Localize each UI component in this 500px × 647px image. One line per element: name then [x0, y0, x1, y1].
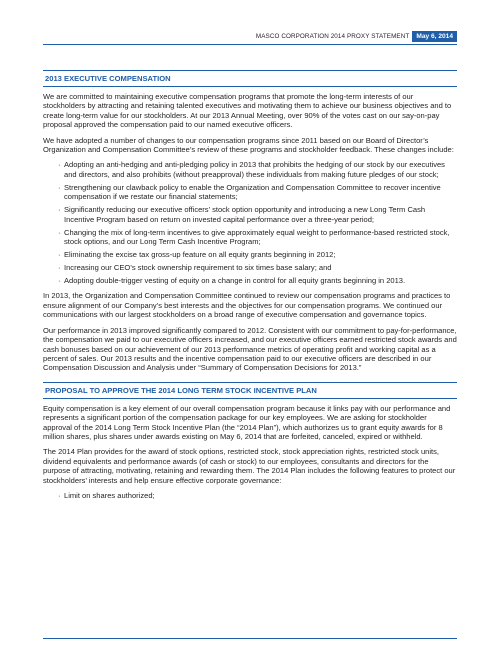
list-item [58, 160, 457, 179]
changes-list [43, 160, 457, 285]
list-item-text: Increasing our CEO’s stock ownership requirement to six times base salary; and [64, 263, 332, 273]
bullet-icon: · [58, 276, 61, 286]
paragraph: We are committed to maintaining executive compensation programs that promote the long-term interests of our stockholders by attracting and retaining talented executives and motivating them to achieve our business objectives and to create long-term value for our stockholders. At our 2013 Annual Meeting, over 90% of the votes cast on our say-on-pay proposal approved the compensation paid to our named executive officers. [43, 92, 452, 130]
section-heading-executive-compensation: 2013 EXECUTIVE COMPENSATION [43, 70, 457, 87]
list-item [58, 183, 457, 202]
bullet-icon: · [58, 205, 61, 215]
list-item [58, 205, 457, 224]
page-header [256, 31, 457, 42]
list-item [58, 250, 457, 259]
header-divider [43, 44, 457, 45]
page-content [43, 70, 457, 506]
list-item-text: Adopting an anti-hedging and anti-pledging policy in 2013 that prohibits the hedging of our stock by our executives and directors, and also prohibits (without preapproval) these individuals from making future pledges of our stock; [64, 160, 445, 179]
features-list [43, 491, 457, 500]
paragraph: Our performance in 2013 improved significantly compared to 2012. Consistent with our commitment to pay-for-performance, the compensation we paid to our executive officers increased, and our executive officers earned restricted stock awards and cash bonuses based on our achievement of our 2013 performance metrics of operating profit and working capital as a percent of sales. Our 2013 results and the incentive compensation paid to our executive officers are described in our Compensation Discussion and Analysis under “Summary of Compensation Decisions for 2013.” [43, 325, 457, 373]
section-heading-stock-incentive-plan: PROPOSAL TO APPROVE THE 2014 LONG TERM STOCK INCENTIVE PLAN [43, 382, 457, 399]
list-item-text: Eliminating the excise tax gross-up feature on all equity grants beginning in 2012; [64, 250, 336, 260]
bullet-icon: · [58, 490, 61, 500]
bullet-icon: · [58, 160, 61, 170]
bullet-icon: · [58, 263, 61, 273]
paragraph: The 2014 Plan provides for the award of stock options, restricted stock, stock appreciation rights, restricted stock units, dividend equivalents and performance awards (of cash or stock) to our employees, consultants and directors for the purpose of attracting, motivating, retaining and rewarding them. The 2014 Plan includes the following features to protect our stockholders’ interests and help ensure effective corporate governance: [43, 447, 456, 485]
bullet-icon: · [58, 227, 61, 237]
header-date-badge: May 6, 2014 [412, 31, 457, 42]
list-item-text: Strengthening our clawback policy to enable the Organization and Compensation Committee to recover incentive compensation if we restate our financial statements; [64, 182, 441, 202]
list-item [58, 228, 457, 247]
bullet-icon: · [58, 182, 61, 192]
list-item-text: Significantly reducing our executive officers’ stock option opportunity and introducing a new Long Term Cash Incentive Program based on return on invested capital performance over a three-year period; [64, 205, 426, 224]
header-title: MASCO CORPORATION 2014 PROXY STATEMENT [255, 33, 410, 40]
bullet-icon: · [58, 250, 61, 260]
list-item-text: Changing the mix of long-term incentives to give approximately equal weight to performance-based restricted stock, stock options, and our Long Term Cash Incentive Program; [64, 227, 450, 247]
list-item [58, 491, 457, 500]
list-item-text: Adopting double-trigger vesting of equity on a change in control for all equity grants beginning in 2013. [64, 276, 406, 286]
paragraph: Equity compensation is a key element of our overall compensation program because it links pay with our performance and represents a significant portion of the compensation package for our key employees. We are asking for stockholder approval of the 2014 Long Term Stock Incentive Plan (the “2014 Plan”), which authorizes us to grant equity awards for 8 million shares, plus shares under awards existing on May 6, 2014 that are forfeited, canceled, expired or withheld. [43, 403, 451, 441]
paragraph: We have adopted a number of changes to our compensation programs since 2011 based on our Board of Director’s Organization and Compensation Committee’s review of these programs and stockholder feedback. These changes include: [43, 135, 454, 155]
list-item [58, 276, 457, 285]
list-item [58, 263, 457, 272]
paragraph: In 2013, the Organization and Compensation Committee continued to review our compensation programs and practices to ensure alignment of our Company’s best interests and the objectives for our compensation programs. We continued our communications with our largest stockholders on a broad range of executive compensation and governance topics. [43, 291, 451, 320]
list-item-text: Limit on shares authorized; [64, 490, 155, 500]
footer-divider [43, 638, 457, 639]
